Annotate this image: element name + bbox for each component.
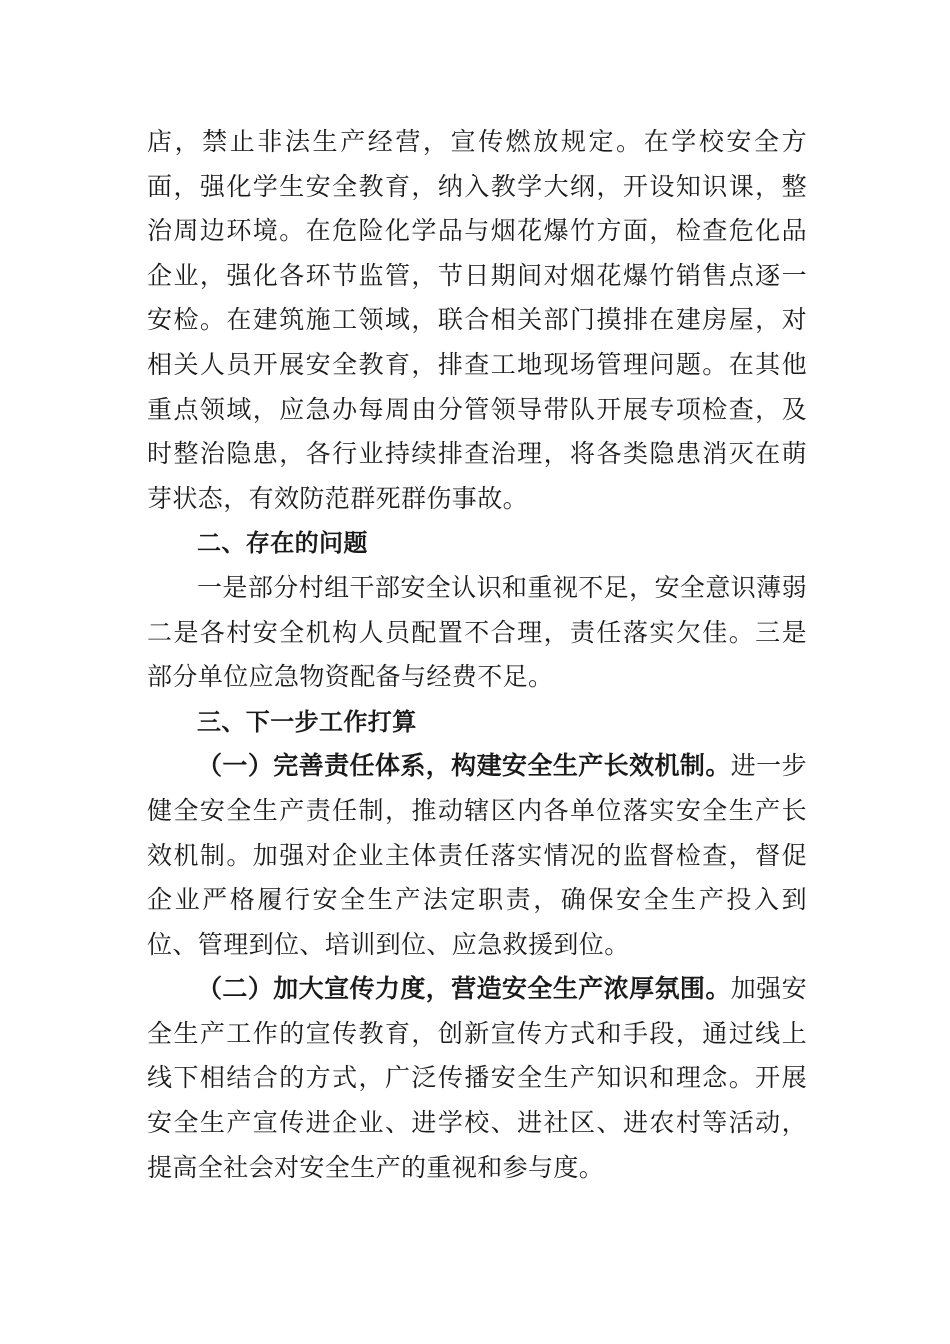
section-heading-problems: 二、存在的问题 — [197, 529, 368, 558]
item-2-body: 加强安全生产工作的宣传教育，创新宣传方式和手段，通过线上线下相结合的方式，广泛传播安全生产知识和理念。开展安全生产宣传进企业、进学校、进社区、进农村等活动，提高全社会对安全生产的重视和参与度。 — [147, 974, 807, 1182]
document-body — [147, 120, 807, 1190]
item-2-title: （二）加大宣传力度，营造安全生产浓厚氛围。 — [197, 974, 731, 1004]
item-1-body: 进一步健全安全生产责任制，推动辖区内各单位落实安全生产长效机制。加强对企业主体责任落实情况的监督检查，督促企业严格履行安全生产法定职责，确保安全生产投入到位、管理到位、培训到位、应急救援到位。 — [147, 751, 807, 959]
paragraph-continuation: 店，禁止非法生产经营，宣传燃放规定。在学校安全方面，强化学生安全教育，纳入教学大纲，开设知识课，整治周边环境。在危险化学品与烟花爆竹方面，检查危化品企业，强化各环节监管，节日期间对烟花爆竹销售点逐一安检。在建筑施工领域，联合相关部门摸排在建房屋，对相关人员开展安全教育，排查工地现场管理问题。在其他重点领域，应急办每周由分管领导带队开展专项检查，及时整治隐患，各行业持续排查治理，将各类隐患消灭在萌芽状态，有效防范群死群伤事故。 — [147, 127, 807, 513]
paragraph-item-1 — [147, 744, 807, 967]
paragraph-problems: 一是部分村组干部安全认识和重视不足，安全意识薄弱二是各村安全机构人员配置不合理，责任落实欠佳。三是部分单位应急物资配备与经费不足。 — [147, 572, 807, 692]
paragraph-item-2 — [147, 967, 807, 1190]
item-1-title: （一）完善责任体系，构建安全生产长效机制。 — [197, 751, 731, 781]
section-heading-next-steps: 三、下一步工作打算 — [197, 707, 417, 736]
